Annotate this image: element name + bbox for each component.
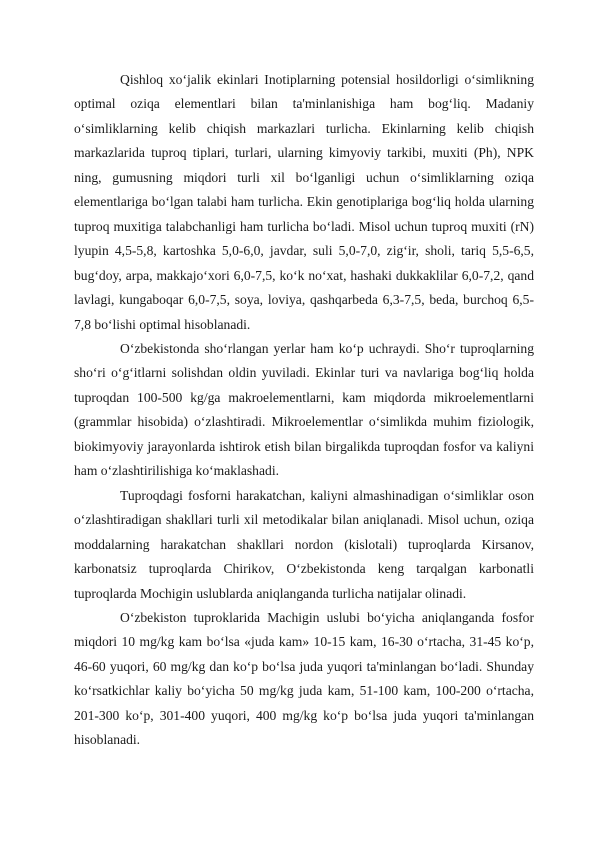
paragraph-saline-soils: O‘zbekistonda sho‘rlangan yerlar ham ko‘p uchraydi. Sho‘r tuproqlarning sho‘ri o‘g‘itlarni solishdan oldin yuviladi. Ekinlar turi va navlariga bog‘liq holda tuproqdan 100-500 kg/ga makroelementlarni, kam miqdorda mikroelementlarni (grammlar hisobida) o‘zlashtiradi. Mikroelementlar o‘simlikda muhim fiziologik, biokimyoviy jarayonlarda ishtirok etish bilan birgalikda tuproqdan fosfor va kaliyni ham o‘zlashtirilishiga ko‘maklashadi.	[74, 340, 534, 479]
paragraph-determination-methods: Tuproqdagi fosforni harakatchan, kaliyni almashinadigan o‘simliklar oson o‘zlashtiradigan shakllari turli xil metodikalar bilan aniqlanadi. Misol uchun, oziqa moddalarning harakatchan shakllari nordon (kislotali) tuproqlarda Kirsanov, karbonatsiz tuproqlarda Chirikov, O‘zbekistonda keng tarqalgan karbonatli tuproqlarda Mochigin uslublarda aniqlanganda turlicha natijalar olinadi.	[74, 487, 534, 601]
paragraph-nutrient-requirements: Qishloq xo‘jalik ekinlari Inotiplarning potensial hosildorligi o‘simlikning optimal oziqa elementlari bilan ta'minlanishiga ham bog‘liq. Madaniy o‘simliklarning kelib chiqish markazlari turlicha. Ekinlarning kelib chiqish markazlarida tuproq tiplari, turlari, ularning kimyoviy tarkibi, muxiti (Ph), NPK ning, gumusning miqdori turli xil bo‘lganligi uchun o‘simliklarning oziqa elementlariga bo‘lgan talabi ham turlicha. Ekin genotiplariga bog‘liq holda ularning tuproq muxitiga talabchanligi ham turlicha bo‘ladi. Misol uchun tuproq muxiti (rN) lyupin 4,5-5,8, kartoshka 5,0-6,0, javdar, suli 5,0-7,0, zig‘ir, sholi, tariq 5,5-6,5, bug‘doy, arpa, makkajo‘xori 6,0-7,5, ko‘k no‘xat, hashaki dukkaklilar 6,0-7,2, qand lavlagi, kungaboqar 6,0-7,5, soya, loviya, qashqarbeda 6,3-7,5, beda, burchoq 6,5-7,8 bo‘lishi optimal hisoblanadi.	[74, 72, 534, 332]
body-text	[74, 68, 534, 753]
paragraph-phosphorus-potassium-levels: O‘zbekiston tuproklarida Machigin uslubi bo‘yicha aniqlanganda fosfor miqdori 10 mg/kg kam bo‘lsa «juda kam» 10-15 kam, 16-30 o‘rtacha, 31-45 ko‘p, 46-60 yuqori, 60 mg/kg dan ko‘p bo‘lsa juda yuqori ta'minlangan bo‘ladi. Shunday ko‘rsatkichlar kaliy bo‘yicha 50 mg/kg juda kam, 51-100 kam, 100-200 o‘rtacha, 201-300 ko‘p, 301-400 yuqori, 400 mg/kg ko‘p bo‘lsa juda yuqori ta'minlangan hisoblanadi.	[74, 609, 534, 748]
